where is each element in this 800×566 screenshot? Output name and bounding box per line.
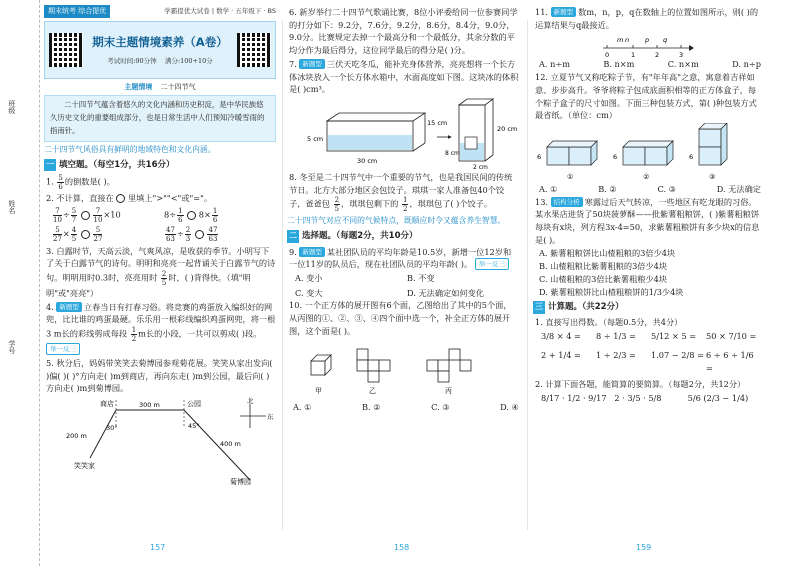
calc-item: 3/8 × 4 = [541,331,581,342]
calc-item: 2 + 1/4 = [541,349,581,360]
calc-grid [533,392,761,405]
svg-text:6: 6 [537,152,542,161]
answer-circle-icon [116,194,125,203]
question-8: 8. 冬至是二十四节气中一个重要的节气，也是我国民间的传统节日。北方大部分地区会包饺子。琪琪一家人准备包40个饺子，爸爸包 $\frac{2}{5}$ ，琪琪包剩下的 $\frac{1}{2}$ ，琪琪包了( )个饺子。 [289,171,513,214]
answer-circle-icon[interactable] [187,211,196,220]
option-d[interactable]: D. 紫薯粗粮饼比山楂粗粮饼的1/3少4块 [539,286,684,297]
mental-math-grid [533,330,761,374]
option-b[interactable]: B. ② [362,401,381,412]
calc-item: 2 · 3/5 · 5/8 [614,392,662,403]
compass-east-label: 东 [267,412,274,421]
part-heading [533,301,761,314]
option-b[interactable]: B. 不变 [407,272,435,283]
cube-icon [311,361,325,375]
book-subtitle: 学霸提优大试卷 | 数学 · 五年级下 · BS [164,6,276,15]
svg-text:n: n [625,36,630,45]
option-b[interactable]: B. ② [598,183,617,194]
net-face-2 [438,360,449,371]
figure-label: 30 cm [357,156,378,165]
option-d[interactable]: D. ④ [500,401,519,412]
options [287,401,519,414]
net-face [368,360,379,371]
part-number: 一 [44,159,56,171]
figure-label: 15 cm [427,118,448,127]
option-d[interactable]: D. 无法确定如何变化 [407,287,484,298]
question-7: 7. 新题型 三伏天吃冬瓜，能补充身体营养，亮亮想将一个长方体冰块放入一个长方体水箱中，水面高度如下图。这块冰的体积是( )cm³。 [289,58,519,95]
exam-title: 期末主题情境素养（A卷） [92,35,228,50]
calc-item: 1.07 − 2/8 = [651,349,704,360]
figure-label: ② [643,172,650,181]
exam-time: 考试时间:90分钟 [107,56,157,65]
map-garden-label: 菊博园 [230,477,251,486]
option-d[interactable]: D. n÷p [732,59,761,70]
net-face [357,360,368,371]
compare-item: $\frac{5}{27}$ × $\frac{4}{5}$ $\frac{5}{27}$ [53,225,103,243]
option-c[interactable]: C. n×m [667,59,699,70]
part-number: 二 [287,230,299,242]
question-1: 1. $\frac{5}{6}$ 的倒数是( )。 [46,173,115,191]
exam-score: 满分:100+10分 [164,56,213,65]
option-c[interactable]: C. 山楂粗粮的3倍比紫薯粗粮少4块 [539,273,668,284]
svg-text:2: 2 [655,51,660,59]
map-distance: 400 m [220,439,241,448]
practice-link[interactable]: 举一反三 [46,343,80,355]
calc-item: 1 ÷ 2/3 = [596,349,636,360]
question-tag: 新题型 [299,59,325,69]
part-number: 三 [533,301,545,313]
answer-circle-icon[interactable] [81,211,90,220]
question-2: 2. 不计算，直接在 里填上">""<"或"="。 [46,192,213,203]
binding-label-id: 学号 [7,340,16,354]
svg-text:1: 1 [631,51,636,59]
answer-circle-icon[interactable] [81,230,90,239]
part-title: 填空题。（每空1分，共16分） [59,159,175,170]
calc-item: 5/6 (2/3 − 1/4) [687,392,749,403]
column-divider [282,20,283,530]
qr-code-icon[interactable] [49,33,83,67]
compare-item: $\frac{7}{10}$ ÷ $\frac{5}{7}$ $\frac{7}{10}$ ×10 [53,206,121,224]
option-c[interactable]: C. ③ [657,183,677,194]
question-calc-1: 1. 直接写出得数。（每题0.5分，共4分） [535,317,683,328]
header-bar [44,4,276,18]
option-a[interactable]: A. n÷m [539,59,571,70]
net-face [368,371,379,382]
svg-text:m: m [617,36,624,45]
compare-grid [44,207,276,243]
calc-item: 5/12 × 5 = [651,331,697,342]
page-157 [44,0,276,540]
binding-label-name: 姓名 [7,200,16,214]
question-5: 5. 秋分后，妈妈带笑笑去菊博园参观菊花展。笑笑从家出发向( )偏( )( )°方向走( )m到商店，再向东走( )m到公园，最后向( )方向走( )m到菊博园。 [46,357,273,394]
map-shop-label: 商店 [100,399,114,408]
section-heading: 二十四节气对应不同的气候特点，既顺应时令又蕴含养生智慧。 [287,216,506,226]
water-level [328,135,412,150]
binding-margin [0,0,40,566]
question-10: 10. 一个正方体的展开图有6个面，乙图给出了其中的5个面，从丙图的①、②、③、④四个面中选一个，补全正方体的展开图，这个面是( )。 [289,300,512,336]
compass-north-label: 北 [247,396,254,405]
figure-label: 乙 [369,386,376,395]
map-distance: 200 m [66,431,87,440]
option-a[interactable]: A. 紫薯粗粮饼比山楂粗粮的3倍少4块 [539,248,676,259]
svg-text:6: 6 [613,152,618,161]
option-a[interactable]: A. 变小 [295,272,323,283]
tank-figure [287,97,519,171]
options [533,58,761,71]
options [533,247,761,298]
question-calc-2: 2. 计算下面各题，能简算的要简算。（每题2分，共12分） [535,379,746,390]
calc-item: 6 ÷ 6 ÷ 1/6 = [706,349,754,373]
practice-link[interactable]: 举一反三 [475,258,509,270]
figure-label: 8 cm [445,149,460,157]
map-distance: 300 m [139,400,160,409]
ice-block [465,137,477,149]
question-11: 11. 新题型 数m，n，p，q在数轴上的位置如图所示，则( )的运算结果与q最接近。 [535,7,759,30]
theme-name: 二十四节气 [160,83,196,91]
svg-text:6: 6 [689,152,694,161]
net-face [357,349,368,360]
intro-box: 二十四节气蕴含着悠久的文化内涵和历史积淀，是中华民族悠久历史文化的重要组成部分，也是日常生活中人们预知冷暖雪雨的指南针。 [44,95,276,142]
fraction: $\frac{1}{2}$ [402,196,408,214]
map-angle: 45° [188,421,200,430]
part-heading [44,159,276,172]
compare-item: $\frac{47}{63}$ ÷ $\frac{2}{3}$ $\frac{47}{63}$ [166,225,218,243]
svg-text:p: p [645,36,650,45]
question-13: 13. 结构分析 寒露过后天气转凉，一些地区有吃龙眼的习俗。某水果店进货了50块菠萝酥——批紫薯粗粮饼，( )紫薯粗粮饼每块有x块，列方程3x-4=50，求紫薯粗粮饼有多少块x的信息是( )。 [535,196,760,245]
route-map [44,396,276,486]
question-9: 9. 新题型 某社团队员的平均年龄是10.5岁，新增一位12岁和一位11岁的队员后，现在社团队员的平均年龄( )。 举一反三 [289,246,512,270]
question-3: 3. 白露时节，天高云淡，气爽风凉，是收获的季节。小明写下了关于白露节气的诗句。明明和亮亮一起背诵关于白露节气的诗句。明明用时0.3时，亮亮用时 $\frac{2}{5}$ 时，( )背得快。（填"明明"或"亮亮"） [46,245,276,299]
page-158 [287,0,519,540]
part-title: 计算题。（共22分） [548,302,624,313]
option-b[interactable]: B. 山楂粗粮比紫薯粗粮的3倍少4块 [539,261,668,272]
page-number: 158 [394,542,410,552]
qr-code-icon[interactable] [237,33,271,67]
question-tag: 结构分析 [551,197,583,207]
question-tag: 新题型 [299,247,325,257]
option-a[interactable]: A. ① [293,401,312,412]
exam-badge: 期末统考 综合提优 [44,5,110,18]
answer-circle-icon[interactable] [195,230,204,239]
figure-label: ③ [709,172,716,181]
map-path [90,410,116,458]
svg-text:3: 3 [679,51,684,59]
map-angle: 30° [106,423,118,432]
section-heading: 二十四节气风俗具有鲜明的地域特色和文化内涵。 [44,144,216,154]
calc-item: 8/17 · 1/2 · 9/17 [541,392,607,403]
option-b[interactable]: B. n×m [603,59,635,70]
fraction: $\frac{5}{6}$ [58,173,63,191]
net-face-4 [460,360,471,371]
page-159 [533,0,761,540]
net-face-1 [427,360,438,371]
calc-item: 50 × 7/10 = [706,331,757,342]
svg-text:q: q [663,36,668,45]
net-face [379,360,390,371]
box-packing-figure [533,123,761,183]
fraction: $\frac{2}{5}$ [161,270,167,288]
question-12: 12. 立夏节气又称吃粽子节，有"年年高"之意，寓意着吉祥如意、步步高升。爷爷将粽子包成底面积相等的正方体盒子，每个粽子盒子的尺寸如图。下面三种包装方式，第( )种包装方式最省纸。（单位：cm） [535,72,757,121]
map-park-label: 公园 [187,399,201,408]
figure-label: 5 cm [307,134,324,143]
option-c[interactable]: C. 变大 [295,287,323,298]
figure-label: ① [567,172,574,181]
figure-label: 2 cm [473,163,488,171]
map-home-label: 笑笑家 [74,461,95,470]
question-tag: 新题型 [551,7,577,17]
compare-item: 8÷ $\frac{1}{6}$ 8× $\frac{1}{6}$ [164,206,218,224]
option-a[interactable]: A. ① [539,183,558,194]
cube-net-figure [287,339,519,401]
column-divider [527,20,528,530]
page-number: 157 [150,542,166,552]
title-box [44,21,276,79]
page-number: 159 [636,542,652,552]
theme-line [44,82,276,93]
fraction: $\frac{1}{2}$ [131,326,137,344]
question-4: 4. 新题型 立春当日有打春习俗。将竞赛的鸡蛋放入编织好的网兜，比比谁的鸡蛋最硬。乐乐用一根彩线编织鸡蛋网兜，将一根3 m长的彩线剪成每段 $\frac{1}{2}$ m长的小段，一共可以剪成( )段。 举一反三 [46,301,276,354]
question-tag: 新题型 [56,302,82,312]
number-line [533,32,761,58]
option-c[interactable]: C. ③ [431,401,450,412]
theme-label: 主题情境 [124,83,153,91]
figure-label: 甲 [315,386,322,395]
binding-label-class: 班级 [7,100,16,114]
svg-text:0: 0 [605,51,610,59]
options [533,183,761,196]
part-heading [287,230,519,243]
calc-item: 8 ÷ 1/3 = [596,331,636,342]
net-face-3 [449,349,460,360]
figure-label: 丙 [445,386,452,395]
option-d[interactable]: D. 无法确定 [716,183,761,194]
part-title: 选择题。（每题2分，共10分） [302,231,418,242]
figure-label: 20 cm [497,124,518,133]
options [287,272,519,299]
question-6: 6. 新岁举行二十四节气歌诵比赛，8位小评委给同一位参赛同学的打分如下：9.2分，7.6分，9.2分，8.6分，8.4分，9.0分，9.0分。比赛规定去掉一个最高分和一个最低分，其余分数的平均分作为最后得分，这位同学最后的得分是( )分。 [289,7,518,56]
fraction: $\frac{2}{5}$ [334,196,340,214]
net-face [438,371,449,382]
